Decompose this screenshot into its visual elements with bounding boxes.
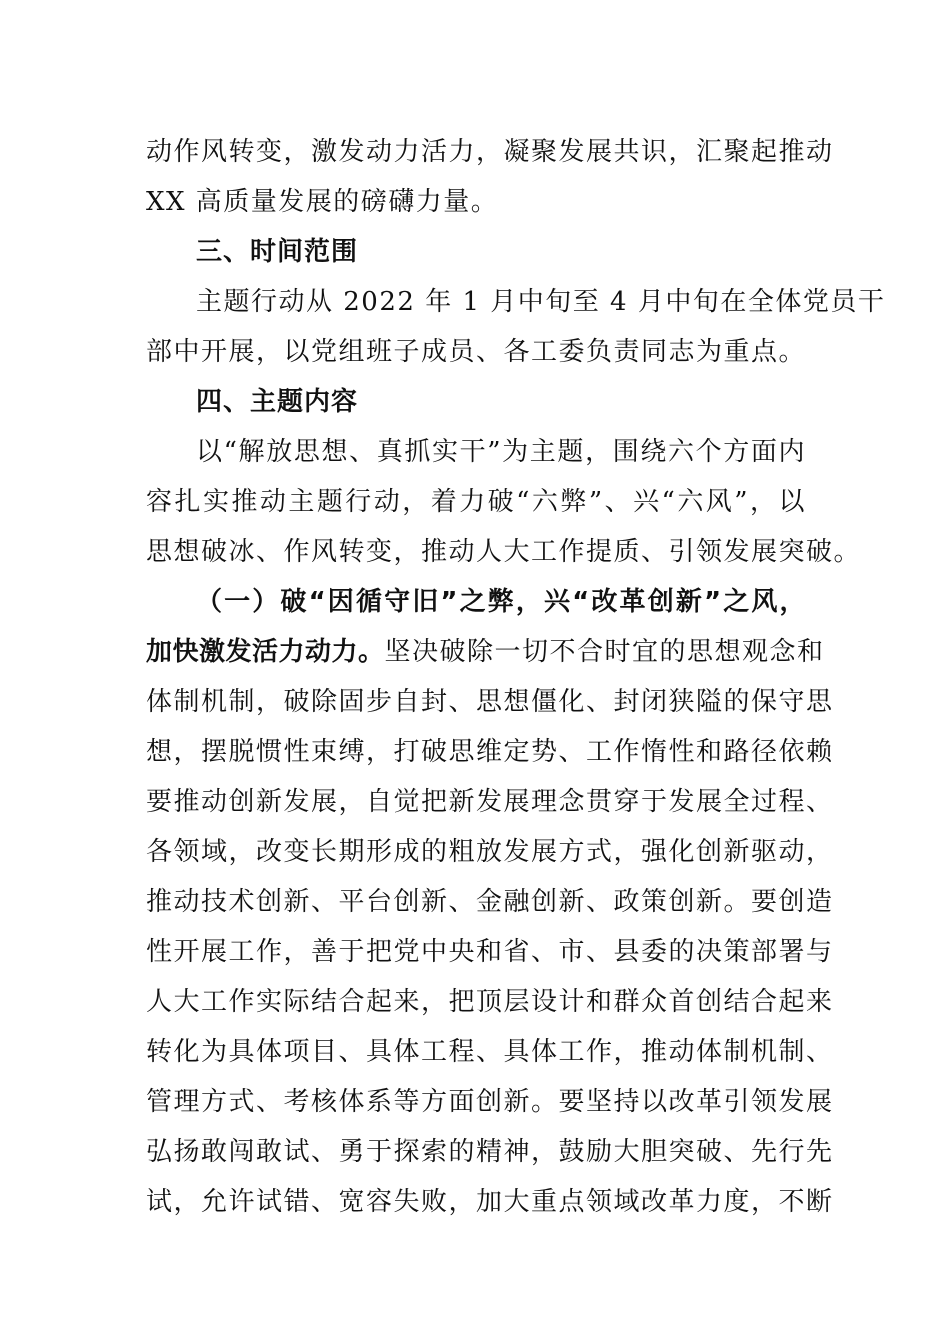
subsection-heading: （一）破“因循守旧”之弊，兴“改革创新”之风，: [196, 587, 806, 617]
body-text-line: 体制机制，破除固步自封、思想僵化、封闭狭隘的保守思: [146, 687, 834, 717]
body-text-line: 部中开展，以党组班子成员、各工委负责同志为重点。: [146, 337, 807, 367]
section-heading-time-range: 三、时间范围: [196, 237, 359, 267]
body-text-line: 主题行动从 2022 年 1 月中旬至 4 月中旬在全体党员干: [196, 287, 886, 317]
body-text-line: 转化为具体项目、具体工程、具体工作，推动体制机制、: [146, 1037, 834, 1067]
body-text-line: 想，摆脱惯性束缚，打破思维定势、工作惰性和路径依赖: [146, 737, 834, 767]
subsection-heading-continued: 加快激发活力动力。: [146, 637, 385, 667]
body-text-line: 性开展工作，善于把党中央和省、市、县委的决策部署与: [146, 937, 834, 967]
body-text-line: 动作风转变，激发动力活力，凝聚发展共识，汇聚起推动: [146, 137, 834, 167]
body-text-line: 试，允许试错、宽容失败，加大重点领域改革力度，不断: [146, 1187, 834, 1217]
body-text-line: 以“解放思想、真抓实干”为主题，围绕六个方面内: [196, 437, 806, 467]
body-text-line: XX 高质量发展的磅礴力量。: [146, 187, 499, 217]
body-text-line: 管理方式、考核体系等方面创新。要坚持以改革引领发展: [146, 1087, 834, 1117]
body-text-run: 坚决破除一切不合时宜的思想观念和: [384, 637, 825, 667]
body-text-line: 要推动创新发展，自觉把新发展理念贯穿于发展全过程、: [146, 787, 834, 817]
body-text-line: 容扎实推动主题行动，着力破“六弊”、兴“六风”，以: [146, 487, 806, 517]
body-text-line: 弘扬敢闯敢试、勇于探索的精神，鼓励大胆突破、先行先: [146, 1137, 834, 1167]
body-text-line: 各领域，改变长期形成的粗放发展方式，强化创新驱动，: [146, 837, 834, 867]
body-text-line: 人大工作实际结合起来，把顶层设计和群众首创结合起来: [146, 987, 834, 1017]
section-heading-theme-content: 四、主题内容: [196, 387, 359, 417]
body-text-line: 推动技术创新、平台创新、金融创新、政策创新。要创造: [146, 887, 834, 917]
body-text-line-mixed: [146, 635, 825, 669]
body-text-line: 思想破冰、作风转变，推动人大工作提质、引领发展突破。: [146, 537, 862, 567]
